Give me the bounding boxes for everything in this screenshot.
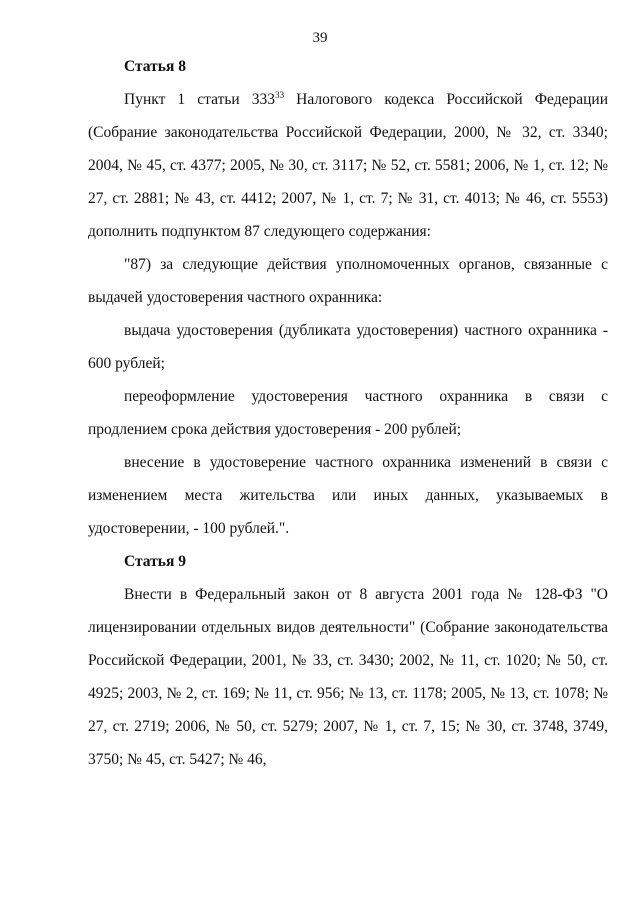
- article-8-paragraph-5: внесение в удостоверение частного охранника изменений в связи с изменением места жительства или иных данных, указываемых в удостоверении, - 100 рублей.".: [88, 454, 608, 537]
- article-8-p1-superscript: 33: [275, 90, 285, 100]
- page-number: 39: [312, 30, 328, 46]
- document-body: [88, 50, 608, 776]
- article-8-paragraph-4: переоформление удостоверения частного охранника в связи с продлением срока действия удостоверения - 200 рублей;: [88, 388, 608, 438]
- article-8-paragraph-3: выдача удостоверения (дубликата удостоверения) частного охранника - 600 рублей;: [88, 322, 608, 372]
- article-8-paragraph-1: [88, 83, 608, 248]
- article-8-title: Статья 8: [124, 58, 186, 75]
- article-9-paragraph-1: Внести в Федеральный закон от 8 августа 2001 года № 128-ФЗ "О лицензировании отдельных видов деятельности" (Собрание законодательства Российской Федерации, 2001, № 33, ст. 3430; 2002, № 11, ст. 1020; № 50, ст. 4925; 2003, № 2, ст. 169; № 11, ст. 956; № 13, ст. 1178; 2005, № 13, ст. 1078; № 27, ст. 2719; 2006, № 50, ст. 5279; 2007, № 1, ст. 7, 15; № 30, ст. 3748, 3749, 3750; № 45, ст. 5427; № 46,: [88, 586, 608, 768]
- article-8-p1-text-end: Налогового кодекса Российской Федерации (Собрание законодательства Российской Федерации, 2000, № 32, ст. 3340; 2004, № 45, ст. 4377; 2005, № 30, ст. 3117; № 52, ст. 5581; 2006, № 1, ст. 12; № 27, ст. 2881; № 43, ст. 4412; 2007, № 1, ст. 7; № 31, ст. 4013; № 46, ст. 5553) дополнить подпунктом 87 следующего содержания:: [88, 91, 608, 240]
- article-8-paragraph-2: "87) за следующие действия уполномоченных органов, связанные с выдачей удостоверения частного охранника:: [88, 256, 608, 306]
- article-8-p1-text-start: Пункт 1 статьи 333: [124, 91, 276, 108]
- article-9-title: Статья 9: [124, 553, 186, 570]
